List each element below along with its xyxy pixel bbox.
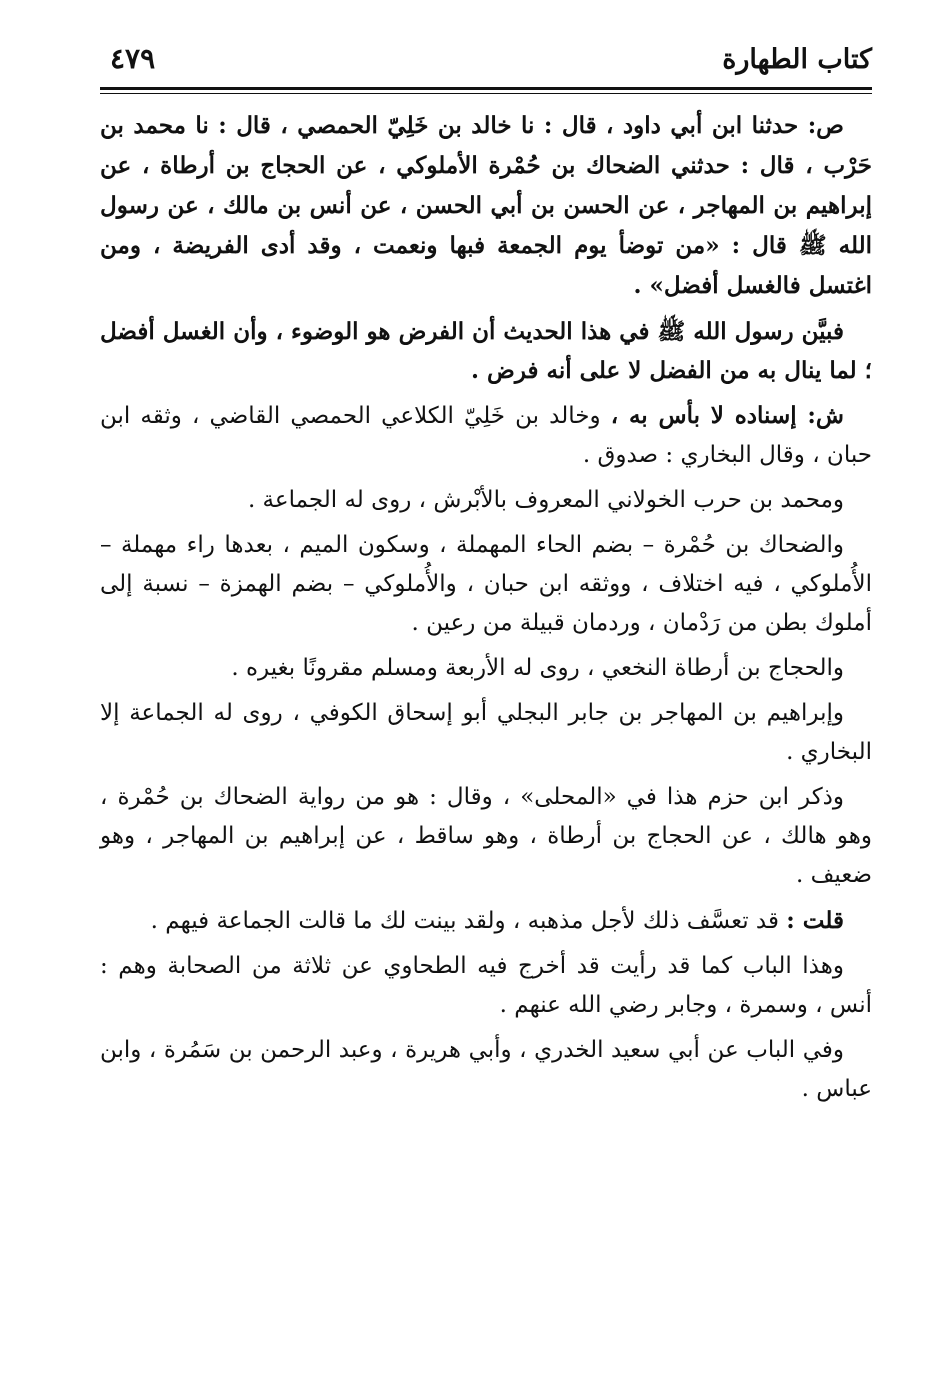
page-header — [100, 36, 872, 86]
paragraph-text: قد تعسَّف ذلك لأجل مذهبه ، ولقد بينت لك ما قالت الجماعة فيهم . — [150, 908, 787, 934]
narrator-paragraph — [100, 694, 872, 772]
paragraph-text: وخالد بن خَلِيّ الكلاعي الحمصي القاضي ، وثقه ابن حبان ، وقال البخاري : صدوق . — [100, 403, 872, 468]
header-divider — [100, 87, 872, 94]
paragraph-text: والضحاك بن حُمْرة – بضم الحاء المهملة ، وسكون الميم ، بعدها راء مهملة – الأُملوكي ، فيه اختلاف ، ووثقه ابن حبان ، والأُملوكي – بضم الهمزة – نسبة إلى أملوك بطن من رَدْمان ، وردمان قبيلة من رعين . — [100, 532, 872, 636]
page-body — [100, 106, 872, 1115]
summary-paragraph — [100, 1031, 872, 1109]
citation-paragraph — [100, 778, 872, 895]
hadith-paragraph — [100, 106, 872, 306]
explanation-paragraph — [100, 312, 872, 390]
remark-paragraph — [100, 901, 872, 941]
paragraph-lead: ش: إسناده لا بأس به ، — [610, 402, 845, 429]
paragraph-text: وفي الباب عن أبي سعيد الخدري ، وأبي هريرة ، وعبد الرحمن بن سَمُرة ، وابن عباس . — [100, 1037, 872, 1102]
narrator-paragraph — [100, 649, 872, 688]
summary-paragraph — [100, 947, 872, 1025]
page-number: ٤٧٩ — [110, 42, 156, 75]
paragraph-text: وذكر ابن حزم هذا في «المحلى» ، وقال : هو من رواية الضحاك بن حُمْرة ، وهو هالك ، عن الحجاج بن أرطاة ، وهو ساقط ، عن إبراهيم بن المهاجر ، وهو ضعيف . — [100, 784, 872, 888]
paragraph-text: فبيَّن رسول الله ﷺ في هذا الحديث أن الفرض هو الوضوء ، وأن الغسل أفضل ؛ لما ينال به من الفضل لا على أنه فرض . — [100, 318, 872, 384]
narrator-paragraph — [100, 526, 872, 643]
paragraph-text: وهذا الباب كما قد رأيت قد أخرج فيه الطحاوي عن ثلاثة من الصحابة وهم : أنس ، وسمرة ، وجابر رضي الله عنهم . — [100, 953, 872, 1018]
narrator-paragraph — [100, 481, 872, 520]
running-title: كتاب الطهارة — [722, 44, 872, 75]
paragraph-text: ص: حدثنا ابن أبي داود ، قال : نا خالد بن خَلِيّ الحمصي ، قال : نا محمد بن حَرْب ، قال : حدثني الضحاك بن حُمْرة الأملوكي ، عن الحجاج بن أرطاة ، عن إبراهيم بن المهاجر ، عن الحسن بن أبي الحسن ، عن أنس بن مالك ، عن رسول الله ﷺ قال : «من توضأ يوم الجمعة فبها ونعمت ، وقد أدى الفريضة ، ومن اغتسل فالغسل أفضل» . — [100, 112, 872, 299]
paragraph-text: ومحمد بن حرب الخولاني المعروف بالأبْرش ، روى له الجماعة . — [247, 487, 844, 513]
paragraph-lead: قلت : — [786, 907, 844, 934]
commentary-paragraph — [100, 396, 872, 475]
paragraph-text: والحجاج بن أرطاة النخعي ، روى له الأربعة ومسلم مقرونًا بغيره . — [231, 655, 844, 681]
paragraph-text: وإبراهيم بن المهاجر بن جابر البجلي أبو إسحاق الكوفي ، روى له الجماعة إلا البخاري . — [100, 700, 872, 765]
